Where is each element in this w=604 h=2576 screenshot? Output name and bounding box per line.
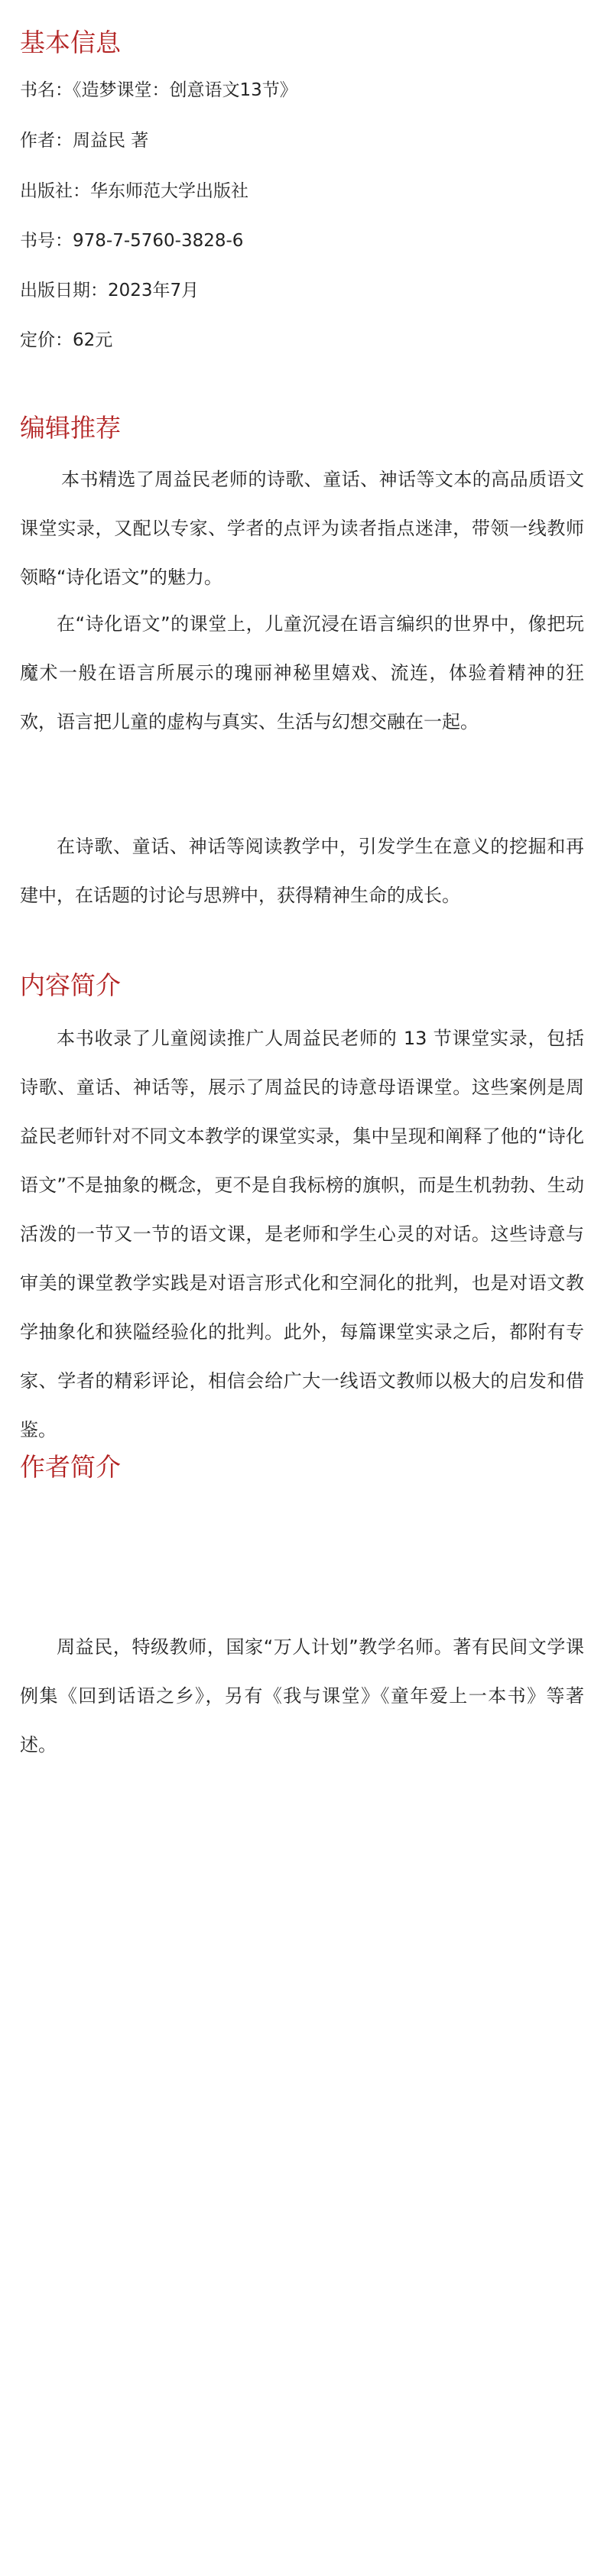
info-price: 定价：62元 — [20, 330, 113, 350]
content-intro-paragraph: 本书收录了儿童阅读推广人周益民老师的 13 节课堂实录，包括诗歌、童话、神话等，展示了周益民的诗意母语课堂。这些案例是周益民老师针对不同文本教学的课堂实录，集中呈现和阐释了他的“诗化语文”不是抽象的概念，更不是自我标榜的旗帜，而是生机勃勃、生动活泼的一节又一节的语文课，是老师和学生心灵的对话。这些诗意与审美的课堂教学实践是对语言形式化和空洞化的批判，也是对语文教学抽象化和狭隘经验化的批判。此外，每篇课堂实录之后，都附有专家、学者的精彩评论，相信会给广大一线语文教师以极大的启发和借鉴。 — [20, 1028, 584, 1441]
editor-recommend-paragraph-2: 在“诗化语文”的课堂上，儿童沉浸在语言编织的世界中，像把玩魔术一般在语言所展示的瑰丽神秘里嬉戏、流连，体验着精神的狂欢，语言把儿童的虚构与真实、生活与幻想交融在一起。 — [20, 613, 584, 733]
info-author: 作者：周益民 著 — [20, 131, 149, 151]
editor-recommend-heading: 编辑推荐 — [20, 413, 121, 443]
editor-recommend-paragraph-1: 本书精选了周益民老师的诗歌、童话、神话等文本的高品质语文课堂实录，又配以专家、学者的点评为读者指点迷津，带领一线教师领略“诗化语文”的魅力。 — [20, 469, 584, 588]
author-intro-heading: 作者简介 — [20, 1452, 121, 1482]
basic-info-heading: 基本信息 — [20, 28, 121, 57]
info-isbn: 书号：978-7-5760-3828-6 — [20, 231, 244, 251]
author-intro-paragraph: 周益民，特级教师，国家“万人计划”教学名师。著有民间文学课例集《回到话语之乡》，另有《我与课堂》《童年爱上一本书》等著述。 — [20, 1636, 584, 1756]
info-publish-date: 出版日期：2023年7月 — [20, 281, 200, 300]
info-title: 书名：《造梦课堂：创意语文13节》 — [20, 80, 297, 100]
content-intro-heading: 内容简介 — [20, 970, 121, 1000]
info-publisher: 出版社：华东师范大学出版社 — [20, 181, 248, 201]
editor-recommend-paragraph-3: 在诗歌、童话、神话等阅读教学中，引发学生在意义的挖掘和再建中，在话题的讨论与思辨中，获得精神生命的成长。 — [20, 836, 584, 906]
